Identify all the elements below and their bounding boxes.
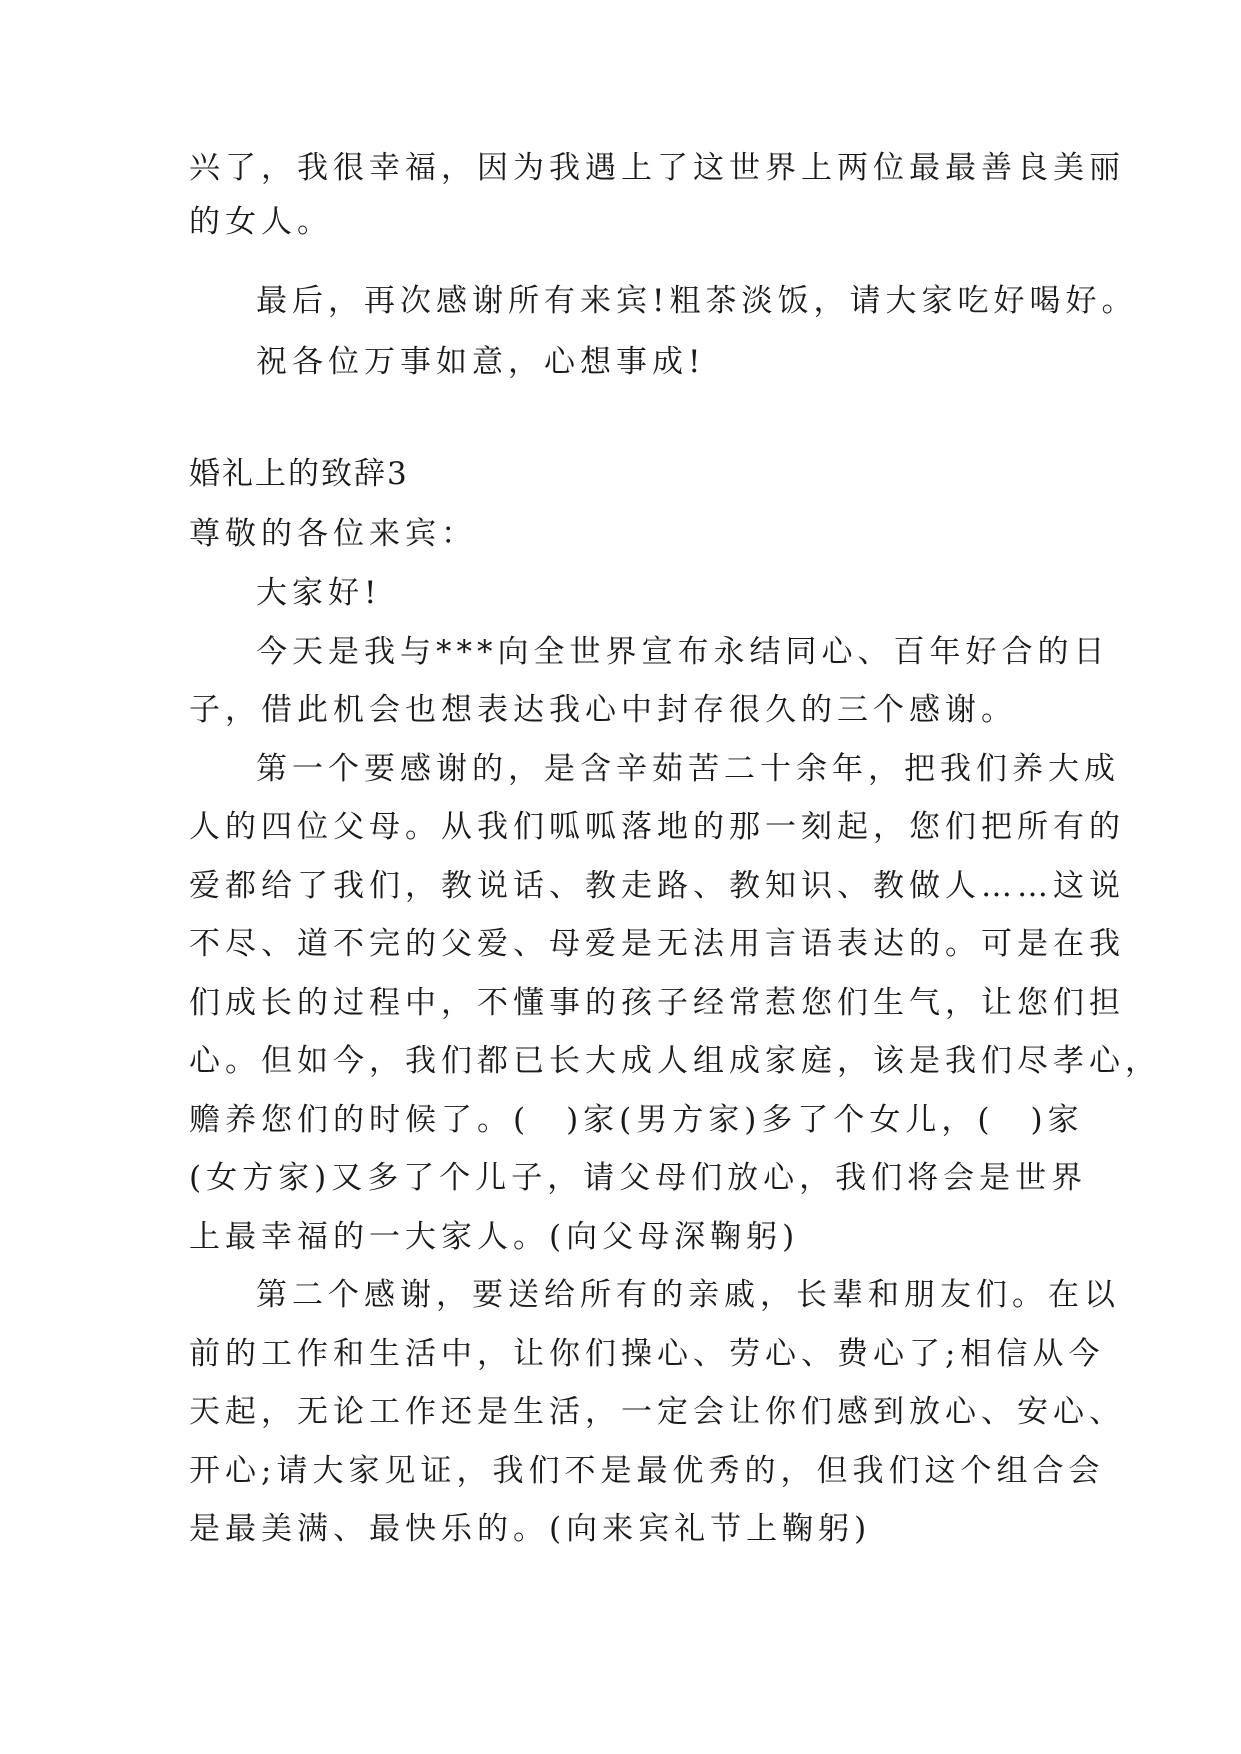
text-line: 天起，无论工作还是生活，一定会让你们感到放心、安心、 — [189, 1394, 1125, 1430]
text-line: 开心;请大家见证，我们不是最优秀的，但我们这个组合会 — [189, 1453, 1105, 1489]
greeting: 大家好! — [256, 575, 382, 611]
text-line: 的女人。 — [189, 204, 333, 240]
text-line: 爱都给了我们，教说话、教走路、教知识、教做人……这说 — [189, 868, 1125, 904]
text-line: 们成长的过程中，不懂事的孩子经常惹您们生气，让您们担 — [189, 985, 1125, 1021]
text-line: 最后，再次感谢所有来宾!粗茶淡饭，请大家吃好喝好。 — [256, 283, 1138, 319]
text-line: 第一个要感谢的，是含辛茹苦二十余年，把我们养大成 — [256, 751, 1120, 787]
text-line: 兴了，我很幸福，因为我遇上了这世界上两位最最善良美丽 — [189, 150, 1125, 186]
text-line: 今天是我与***向全世界宣布永结同心、百年好合的日 — [256, 634, 1110, 670]
text-line: 祝各位万事如意，心想事成! — [256, 344, 706, 380]
text-line: 第二个感谢，要送给所有的亲戚，长辈和朋友们。在以 — [256, 1277, 1120, 1313]
text-line: (女方家)又多了个儿子，请父母们放心，我们将会是世界 — [189, 1160, 1088, 1196]
text-line: 人的四位父母。从我们呱呱落地的那一刻起，您们把所有的 — [189, 809, 1125, 845]
text-line: 赡养您们的时候了。( )家(男方家)多了个女儿，( )家 — [189, 1102, 1084, 1138]
text-line: 前的工作和生活中，让你们操心、劳心、费心了;相信从今 — [189, 1336, 1105, 1372]
text-line: 不尽、道不完的父爱、母爱是无法用言语表达的。可是在我 — [189, 926, 1125, 962]
section-heading: 婚礼上的致辞3 — [189, 456, 409, 492]
text-line: 是最美满、最快乐的。(向来宾礼节上鞠躬) — [189, 1511, 872, 1547]
text-line: 子，借此机会也想表达我心中封存很久的三个感谢。 — [189, 692, 1017, 728]
salutation: 尊敬的各位来宾： — [189, 516, 477, 552]
text-line: 心。但如今，我们都已长大成人组成家庭，该是我们尽孝心， — [189, 1043, 1161, 1079]
text-line: 上最幸福的一大家人。(向父母深鞠躬) — [189, 1219, 800, 1255]
